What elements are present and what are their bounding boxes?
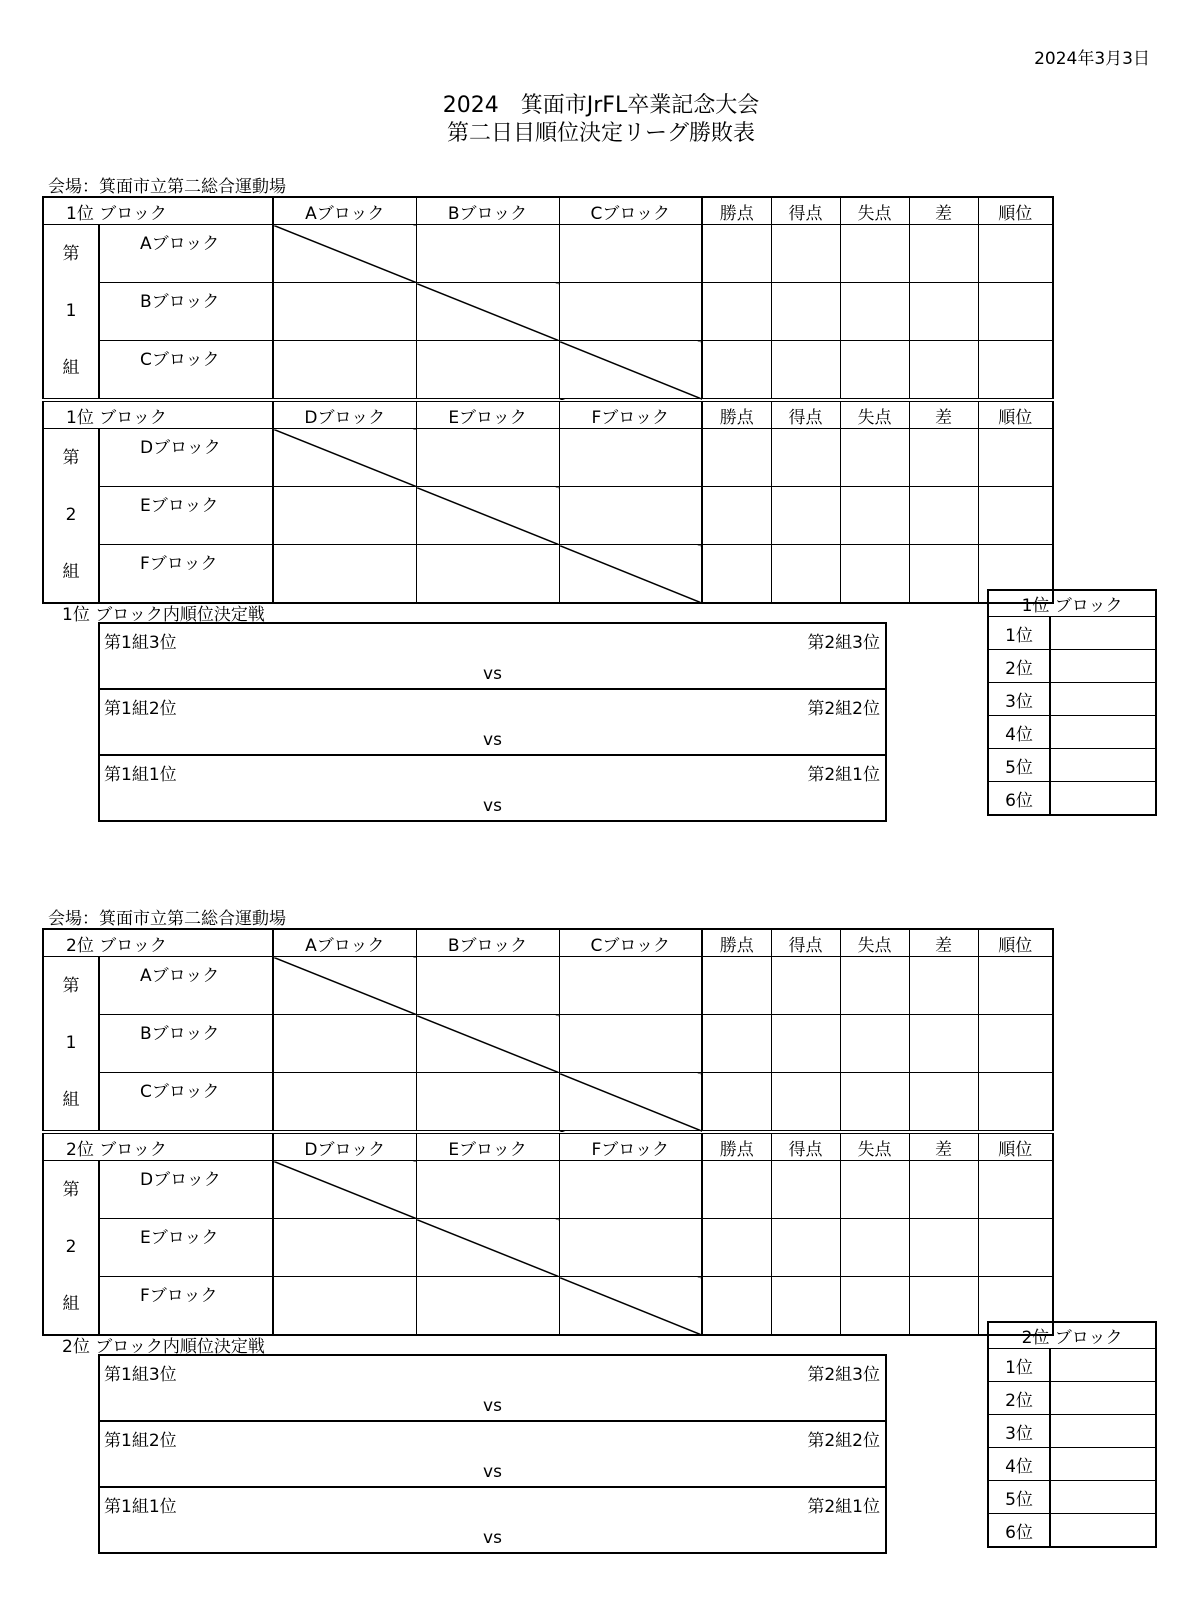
rank-cell (978, 225, 1053, 283)
group-side-char: 1 (65, 1033, 77, 1053)
playoff-match (98, 1354, 887, 1422)
goals-for-cell (771, 545, 840, 604)
goals-against-cell (840, 545, 909, 604)
diagonal-cell (559, 545, 702, 604)
goals-against-cell (840, 1073, 909, 1133)
diff-cell (909, 283, 978, 341)
column-goals-against: 失点 (840, 1132, 909, 1161)
playoff-match (98, 1420, 887, 1488)
league-team-row (43, 1219, 1053, 1277)
score-cell (416, 1277, 559, 1336)
rank-position: 3位 (988, 1415, 1050, 1448)
rank-team-cell (1050, 1448, 1156, 1481)
column-goals-for: 得点 (771, 929, 840, 957)
score-cell (273, 341, 416, 401)
league-team-row (43, 1073, 1053, 1133)
diff-cell (909, 1277, 978, 1336)
match-left-team: 第1組1位 (104, 1497, 177, 1517)
goals-for-cell (771, 1219, 840, 1277)
team-name: Cブロック (99, 341, 273, 401)
group-side-char: 組 (62, 1090, 80, 1110)
match-vs: vs (483, 1528, 502, 1548)
rank-team-cell (1050, 1382, 1156, 1415)
rank-position: 1位 (988, 617, 1050, 650)
diagonal-cell (273, 957, 416, 1015)
column-team-header: Aブロック (273, 197, 416, 225)
rank-position: 5位 (988, 1481, 1050, 1514)
points-cell (702, 1161, 771, 1219)
goals-against-cell (840, 487, 909, 545)
rank-position: 5位 (988, 749, 1050, 782)
column-points: 勝点 (702, 197, 771, 225)
diff-cell (909, 1073, 978, 1133)
title-line-1: 2024 箕面市JrFL卒業記念大会 (442, 93, 760, 118)
rank-row (988, 1514, 1156, 1548)
group-side-char: 2 (65, 505, 77, 525)
points-cell (702, 341, 771, 401)
rank-team-cell (1050, 1349, 1156, 1382)
score-cell (273, 545, 416, 604)
column-points: 勝点 (702, 1132, 771, 1161)
playoff-match (98, 688, 887, 756)
score-cell (559, 429, 702, 487)
column-points: 勝点 (702, 400, 771, 429)
team-name: Cブロック (99, 1073, 273, 1133)
match-right-team: 第2組1位 (807, 765, 880, 785)
diff-cell (909, 341, 978, 401)
goals-for-cell (771, 1015, 840, 1073)
league-team-row (43, 283, 1053, 341)
document-date: 2024年3月3日 (1034, 49, 1150, 69)
score-cell (559, 487, 702, 545)
rank-cell (978, 283, 1053, 341)
column-team-header: Cブロック (559, 929, 702, 957)
rank-cell (978, 1015, 1053, 1073)
rank-position: 2位 (988, 650, 1050, 683)
match-left-team: 第1組2位 (104, 699, 177, 719)
score-cell (273, 487, 416, 545)
diff-cell (909, 487, 978, 545)
diagonal-cell (416, 1015, 559, 1073)
rank-row (988, 749, 1156, 782)
match-right-team: 第2組3位 (807, 1365, 880, 1385)
goals-against-cell (840, 429, 909, 487)
goals-against-cell (840, 957, 909, 1015)
column-team-header: Aブロック (273, 929, 416, 957)
match-left-team: 第1組2位 (104, 1431, 177, 1451)
team-name: Aブロック (99, 957, 273, 1015)
score-cell (416, 429, 559, 487)
points-cell (702, 429, 771, 487)
column-goals-against: 失点 (840, 929, 909, 957)
group-side-char: 組 (62, 358, 80, 378)
team-name: Dブロック (99, 1161, 273, 1219)
rank-team-cell (1050, 650, 1156, 683)
group-header: 2位 ブロック (43, 1132, 273, 1161)
rank-position: 2位 (988, 1382, 1050, 1415)
rank-team-cell (1050, 782, 1156, 816)
diagonal-cell (559, 1277, 702, 1336)
rank-row (988, 1448, 1156, 1481)
league-header-row (43, 929, 1053, 957)
goals-for-cell (771, 1073, 840, 1133)
group-side-label (43, 1161, 99, 1336)
rank-cell (978, 957, 1053, 1015)
rank-position: 1位 (988, 1349, 1050, 1382)
rank-cell (978, 487, 1053, 545)
score-cell (559, 1015, 702, 1073)
league-team-row (43, 957, 1053, 1015)
league-table (42, 196, 1054, 604)
score-cell (559, 283, 702, 341)
title-line-2: 第二日目順位決定リーグ勝敗表 (446, 121, 755, 146)
diagonal-cell (273, 429, 416, 487)
column-goals-against: 失点 (840, 400, 909, 429)
goals-against-cell (840, 283, 909, 341)
league-team-row (43, 1015, 1053, 1073)
group-side-char: 第 (62, 448, 80, 468)
match-vs: vs (483, 1462, 502, 1482)
points-cell (702, 1015, 771, 1073)
goals-for-cell (771, 957, 840, 1015)
group-side-char: 第 (62, 244, 80, 264)
column-diff: 差 (909, 929, 978, 957)
rank-team-cell (1050, 749, 1156, 782)
column-goals-for: 得点 (771, 1132, 840, 1161)
goals-against-cell (840, 1219, 909, 1277)
column-diff: 差 (909, 197, 978, 225)
column-team-header: Eブロック (416, 400, 559, 429)
league-team-row (43, 1161, 1053, 1219)
team-name: Fブロック (99, 1277, 273, 1336)
score-cell (559, 225, 702, 283)
rank-team-cell (1050, 683, 1156, 716)
diagonal-cell (273, 1161, 416, 1219)
goals-against-cell (840, 225, 909, 283)
team-name: Fブロック (99, 545, 273, 604)
diff-cell (909, 225, 978, 283)
goals-against-cell (840, 1161, 909, 1219)
group-side-label (43, 429, 99, 604)
rank-team-cell (1050, 1514, 1156, 1548)
column-team-header: Fブロック (559, 1132, 702, 1161)
goals-for-cell (771, 341, 840, 401)
points-cell (702, 1073, 771, 1133)
diff-cell (909, 1219, 978, 1277)
group-side-char: 第 (62, 1180, 80, 1200)
match-right-team: 第2組1位 (807, 1497, 880, 1517)
diff-cell (909, 1161, 978, 1219)
rank-row (988, 1382, 1156, 1415)
goals-against-cell (840, 1277, 909, 1336)
match-vs: vs (483, 730, 502, 750)
match-vs: vs (483, 796, 502, 816)
team-name: Eブロック (99, 1219, 273, 1277)
score-cell (273, 1073, 416, 1133)
match-right-team: 第2組2位 (807, 699, 880, 719)
group-side-char: 第 (62, 976, 80, 996)
goals-for-cell (771, 1277, 840, 1336)
group-header: 1位 ブロック (43, 400, 273, 429)
team-name: Bブロック (99, 1015, 273, 1073)
rank-team-cell (1050, 617, 1156, 650)
team-name: Dブロック (99, 429, 273, 487)
points-cell (702, 1277, 771, 1336)
rank-row (988, 1349, 1156, 1382)
points-cell (702, 487, 771, 545)
rank-position: 3位 (988, 683, 1050, 716)
team-name: Aブロック (99, 225, 273, 283)
group-side-char: 組 (62, 1294, 80, 1314)
column-diff: 差 (909, 400, 978, 429)
league-team-row (43, 545, 1053, 604)
group-side-char: 2 (65, 1237, 77, 1257)
match-right-team: 第2組3位 (807, 633, 880, 653)
column-diff: 差 (909, 1132, 978, 1161)
rank-cell (978, 429, 1053, 487)
goals-for-cell (771, 1161, 840, 1219)
group-side-char: 1 (65, 301, 77, 321)
venue-label: 会場：箕面市立第二総合運動場 (48, 177, 286, 197)
points-cell (702, 225, 771, 283)
diagonal-cell (416, 283, 559, 341)
column-rank: 順位 (978, 197, 1053, 225)
score-cell (559, 1219, 702, 1277)
rank-row (988, 716, 1156, 749)
playoff-title: 2位 ブロック内順位決定戦 (62, 1337, 265, 1357)
league-header-row (43, 197, 1053, 225)
rank-row (988, 683, 1156, 716)
team-name: Eブロック (99, 487, 273, 545)
goals-for-cell (771, 429, 840, 487)
column-goals-against: 失点 (840, 197, 909, 225)
column-team-header: Bブロック (416, 197, 559, 225)
rank-table-header: 2位 ブロック (988, 1322, 1156, 1349)
goals-against-cell (840, 1015, 909, 1073)
group-header: 2位 ブロック (43, 929, 273, 957)
score-cell (559, 957, 702, 1015)
column-team-header: Fブロック (559, 400, 702, 429)
rank-table-header: 1位 ブロック (988, 590, 1156, 617)
rank-row (988, 650, 1156, 683)
goals-for-cell (771, 487, 840, 545)
score-cell (273, 283, 416, 341)
column-rank: 順位 (978, 929, 1053, 957)
league-header-row (43, 1132, 1053, 1161)
playoff-match (98, 1486, 887, 1554)
column-team-header: Bブロック (416, 929, 559, 957)
rank-team-cell (1050, 716, 1156, 749)
score-cell (416, 545, 559, 604)
diff-cell (909, 545, 978, 604)
score-cell (416, 341, 559, 401)
column-team-header: Dブロック (273, 400, 416, 429)
goals-for-cell (771, 225, 840, 283)
rank-cell (978, 1219, 1053, 1277)
league-team-row (43, 341, 1053, 401)
league-table (42, 928, 1054, 1336)
rank-row (988, 1481, 1156, 1514)
group-header: 1位 ブロック (43, 197, 273, 225)
match-left-team: 第1組3位 (104, 1365, 177, 1385)
match-right-team: 第2組2位 (807, 1431, 880, 1451)
diagonal-cell (416, 1219, 559, 1277)
group-side-char: 組 (62, 562, 80, 582)
rank-position: 4位 (988, 1448, 1050, 1481)
rank-row (988, 1415, 1156, 1448)
diagonal-cell (559, 341, 702, 401)
rank-team-cell (1050, 1481, 1156, 1514)
diff-cell (909, 957, 978, 1015)
group-side-label (43, 225, 99, 401)
score-cell (273, 1277, 416, 1336)
goals-for-cell (771, 283, 840, 341)
score-cell (273, 1219, 416, 1277)
match-vs: vs (483, 664, 502, 684)
playoff-match (98, 622, 887, 690)
column-rank: 順位 (978, 400, 1053, 429)
score-cell (273, 1015, 416, 1073)
points-cell (702, 283, 771, 341)
score-cell (559, 1161, 702, 1219)
match-vs: vs (483, 1396, 502, 1416)
column-team-header: Eブロック (416, 1132, 559, 1161)
diagonal-cell (416, 487, 559, 545)
column-goals-for: 得点 (771, 400, 840, 429)
diagonal-cell (559, 1073, 702, 1133)
team-name: Bブロック (99, 283, 273, 341)
rank-position: 6位 (988, 782, 1050, 816)
league-team-row (43, 225, 1053, 283)
playoff-match (98, 754, 887, 822)
final-rank-table (987, 1321, 1157, 1548)
league-header-row (43, 400, 1053, 429)
column-goals-for: 得点 (771, 197, 840, 225)
playoff-title: 1位 ブロック内順位決定戦 (62, 605, 265, 625)
column-rank: 順位 (978, 1132, 1053, 1161)
rank-row (988, 617, 1156, 650)
diagonal-cell (273, 225, 416, 283)
points-cell (702, 545, 771, 604)
match-left-team: 第1組3位 (104, 633, 177, 653)
rank-team-cell (1050, 1415, 1156, 1448)
group-side-label (43, 957, 99, 1133)
league-team-row (43, 429, 1053, 487)
column-points: 勝点 (702, 929, 771, 957)
score-cell (416, 1073, 559, 1133)
rank-cell (978, 341, 1053, 401)
rank-cell (978, 1161, 1053, 1219)
points-cell (702, 957, 771, 1015)
goals-against-cell (840, 341, 909, 401)
column-team-header: Dブロック (273, 1132, 416, 1161)
score-cell (416, 1161, 559, 1219)
points-cell (702, 1219, 771, 1277)
rank-cell (978, 1073, 1053, 1133)
league-team-row (43, 1277, 1053, 1336)
venue-label: 会場：箕面市立第二総合運動場 (48, 909, 286, 929)
column-team-header: Cブロック (559, 197, 702, 225)
diff-cell (909, 429, 978, 487)
score-cell (416, 225, 559, 283)
final-rank-table (987, 589, 1157, 816)
score-cell (416, 957, 559, 1015)
rank-row (988, 782, 1156, 816)
rank-position: 6位 (988, 1514, 1050, 1548)
rank-position: 4位 (988, 716, 1050, 749)
league-team-row (43, 487, 1053, 545)
match-left-team: 第1組1位 (104, 765, 177, 785)
diff-cell (909, 1015, 978, 1073)
